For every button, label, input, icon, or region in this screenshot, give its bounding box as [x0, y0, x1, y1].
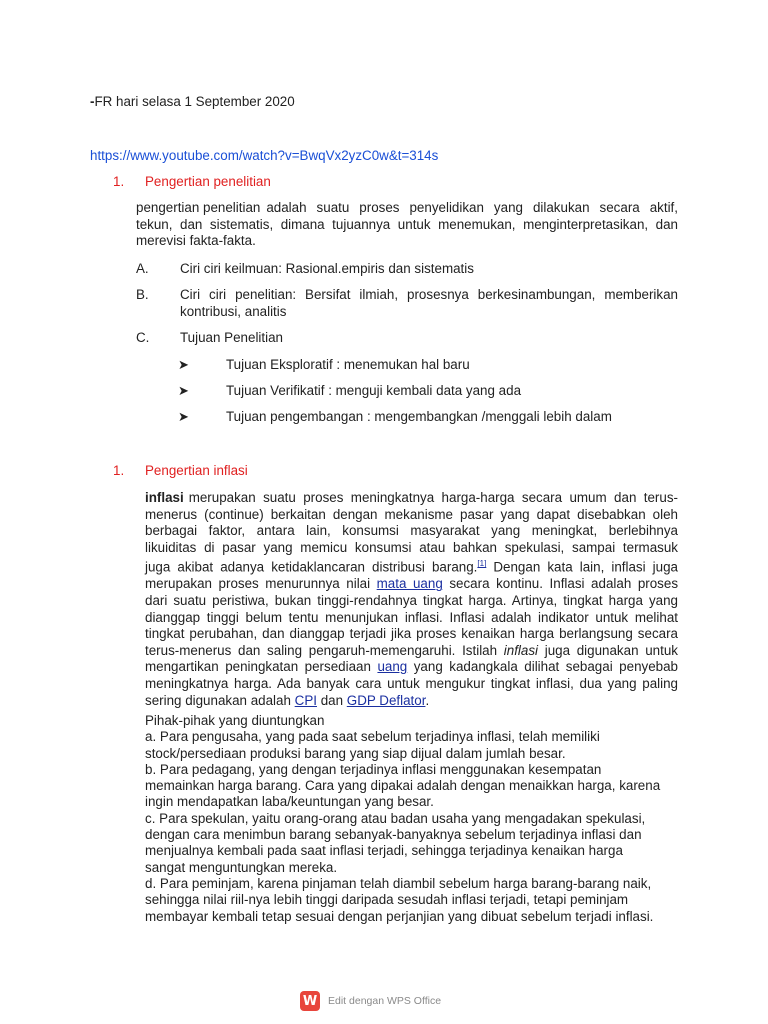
youtube-link[interactable]: https://www.youtube.com/watch?v=BwqVx2yzC0w&t=314s	[90, 148, 439, 163]
list-heading: Pihak-pihak yang diuntungkan	[145, 713, 325, 728]
item-letter-c: C.	[136, 330, 150, 345]
definition-paragraph: pengertian penelitian adalah suatu proses penyelidikan yang dilakukan secara aktif, tekun, dan sistematis, dimana tujuannya untuk menemukan, menginterpretasikan, dan merevisi fakta-fakta.	[136, 200, 678, 249]
item-letter-a: A.	[136, 261, 149, 276]
inflasi-paragraph: inflasi merupakan suatu proses meningkatnya harga-harga secara umum dan terus- menerus (continue) berkaitan dengan mekanisme pasar yang dapat disebabkan oleh berbagai faktor, antara lain, konsumsi masyarakat yang meningkat, berlebihnya likuiditas di pasar yang memicu konsumsi atau bahkan spekulasi, sampai termasuk juga akibat adanya ketidaklancaran distribusi barang.[1] Dengan kata lain, inflasi juga merupakan proses menurunnya nilai mata uang secara kontinu. Inflasi adalah proses dari suatu peristiwa, bukan tinggi-rendahnya tingkat harga. Artinya, tingkat harga yang dianggap tinggi belum tentu menunjukan inflasi. Inflasi adalah indikator untuk melihat tingkat perubahan, dan dianggap terjadi jika proses kenaikan harga berlangsung secara terus-menerus dan saling pengaruh-memengaruhi. Istilah inflasi juga digunakan untuk mengartikan peningkatan persediaan uang yang kadangkala dilihat sebagai penyebab meningkatnya harga. Ada banyak cara untuk mengukur tingkat inflasi, dua yang paling sering digunakan adalah CPI dan GDP Deflator.	[145, 490, 679, 708]
tujuan-item: Tujuan Eksploratif : menemukan hal baru	[226, 357, 470, 372]
wps-logo-icon: W	[300, 991, 320, 1011]
arrow-bullet-icon: ➤	[178, 383, 189, 398]
uang-link[interactable]: uang	[377, 659, 408, 675]
arrow-bullet-icon: ➤	[178, 357, 189, 372]
arrow-bullet-icon: ➤	[178, 409, 189, 424]
cpi-link[interactable]: CPI	[294, 692, 317, 708]
mata-uang-link[interactable]: mata uang	[376, 576, 443, 592]
gdp-deflator-link[interactable]: GDP Deflator	[346, 692, 426, 708]
section2-number: 1.	[113, 463, 125, 478]
text-line: mengartikan peningkatan persediaan uang yang kadangkala dilihat sebagai penyebab	[145, 659, 679, 675]
date-line: -FR hari selasa 1 September 2020	[90, 94, 295, 109]
wps-footer-text: Edit dengan WPS Office	[328, 995, 442, 1007]
text-line: juga akibat adanya ketidaklancaran distribusi barang.[1] Dengan kata lain, inflasi juga	[145, 559, 678, 575]
tujuan-item: Tujuan Verifikatif : menguji kembali data yang ada	[226, 383, 522, 398]
section1-number: 1.	[113, 174, 125, 189]
item-b-text: Ciri ciri penelitian: Bersifat ilmiah, prosesnya berkesinambungan, memberikan kontribusi, analitis	[180, 287, 678, 319]
section2-heading: Pengertian inflasi	[145, 463, 248, 478]
text-line: merupakan proses menurunnya nilai mata uang secara kontinu. Inflasi adalah proses	[145, 576, 679, 592]
item-a-text: Ciri ciri keilmuan: Rasional.empiris dan sistematis	[180, 261, 474, 276]
text-line: sering digunakan adalah CPI dan GDP Deflator.	[145, 692, 430, 708]
dash-bullet: -	[90, 94, 95, 109]
item-letter-b: B.	[136, 287, 149, 302]
definition-term: pengertian penelitian	[136, 200, 261, 215]
tujuan-item: Tujuan pengembangan : mengembangkan /menggali lebih dalam	[226, 409, 612, 424]
item-c-text: Tujuan Penelitian	[180, 330, 283, 345]
footnote-link[interactable]: [1]	[477, 559, 487, 569]
inflasi-term: inflasi	[145, 490, 184, 505]
section1-heading: Pengertian penelitian	[145, 174, 271, 189]
beneficiaries-list: Pihak-pihak yang diuntungkan a. Para pengusaha, yang pada saat sebelum terjadinya inflasi, telah memiliki stock/persediaan produksi barang yang siap dijual dalam jumlah besar. b. Para pedagang, yang dengan terjadinya inflasi menggunakan kesempatan memainkan harga barang. Cara yang dipakai adalah dengan menaikkan harga, karena ingin mendapatkan laba/keuntungan yang besar. c. Para spekulan, yaitu orang-orang atau badan usaha yang mengadakan spekulasi, dengan cara menimbun barang sebanyak-banyaknya sebelum terjadinya inflasi dan menjualnya kembali pada saat inflasi terjadi, sehingga terjadinya kenaikan harga sangat menguntungkan mereka. d. Para peminjam, karena pinjaman telah diambil sebelum harga barang-barang naik, sehingga nilai riil-nya lebih tinggi daripada sesudah inflasi terjadi, tetapi peminjam membayar kembali tetap sesuai dengan perjanjian yang dibuat sebelum terjadi inflasi.	[145, 713, 661, 924]
wps-footer[interactable]	[300, 991, 441, 1011]
text-line: terus-menerus dan saling pengaruh-memengaruhi. Istilah inflasi juga digunakan untuk	[145, 642, 678, 658]
